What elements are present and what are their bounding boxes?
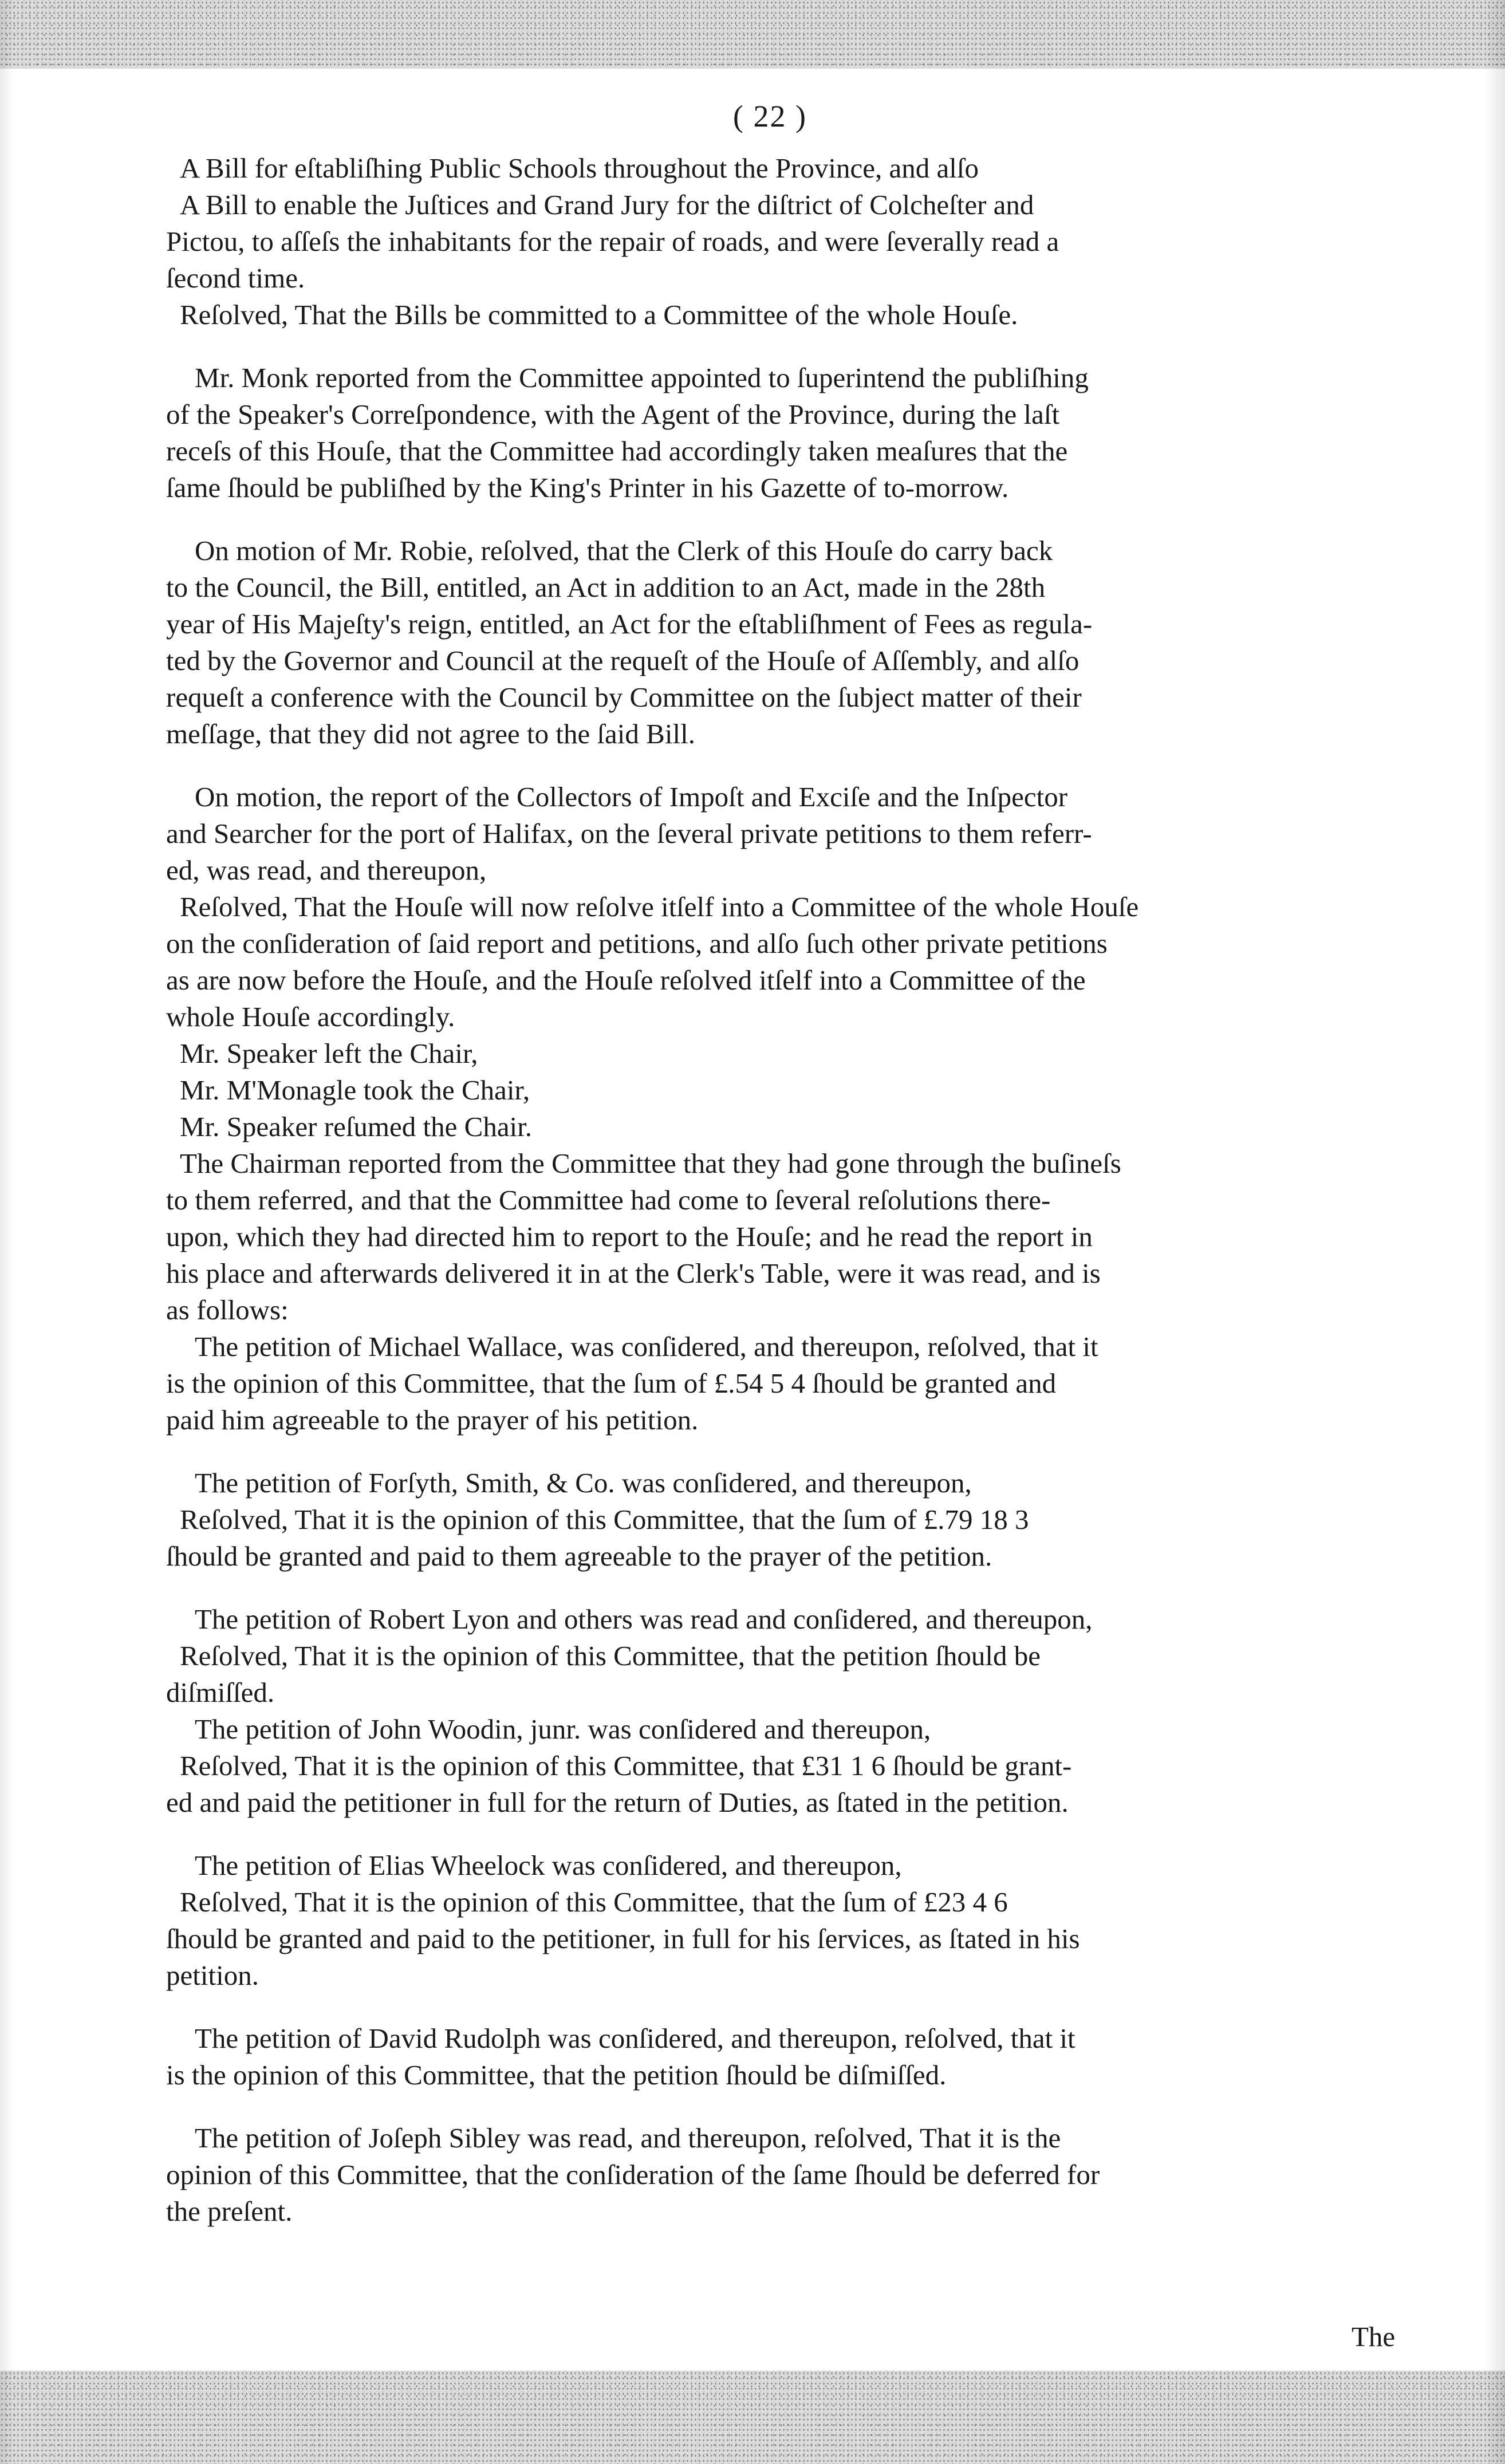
text-line: and Searcher for the port of Halifax, on the ſeveral private petitions to them referr- [166, 818, 1092, 849]
text-line: opinion of this Committee, that the conſideration of the ſame ſhould be deferred for [166, 2159, 1100, 2190]
text-line: On motion of Mr. Robie, reſolved, that the Clerk of this Houſe do carry back [195, 535, 1053, 566]
text-line: The petition of John Woodin, junr. was conſidered and thereupon, [195, 1713, 931, 1745]
text-line: The Chairman reported from the Committee that they had gone through the buſineſs [180, 1148, 1121, 1179]
text-line: Pictou, to aſſeſs the inhabitants for the repair of roads, and were ſeverally read a [166, 226, 1059, 257]
text-line: receſs of this Houſe, that the Committee had accordingly taken meaſures that the [166, 435, 1068, 467]
text-line: Reſolved, That it is the opinion of this Committee, that the ſum of £.79 18 3 [180, 1504, 1029, 1535]
text-line: the preſent. [166, 2195, 293, 2227]
text-line: Mr. Monk reported from the Committee appointed to ſuperintend the publiſhing [195, 362, 1089, 393]
page-number: ( 22 ) [733, 99, 807, 133]
text-line: Reſolved, That it is the opinion of this Committee, that the petition ſhould be [180, 1640, 1041, 1671]
page-edge-shadow-right [1484, 0, 1505, 2464]
text-line: to the Council, the Bill, entitled, an Act in addition to an Act, made in the 28th [166, 571, 1046, 603]
text-line: to them referred, and that the Committee had come to ſeveral reſolutions there- [166, 1184, 1051, 1216]
text-line: Reſolved, That the Bills be committed to a Committee of the whole Houſe. [180, 299, 1018, 330]
text-line: A Bill for eſtabliſhing Public Schools throughout the Province, and alſo [180, 152, 979, 184]
text-line: as are now before the Houſe, and the Houſe reſolved itſelf into a Committee of the [166, 964, 1086, 996]
text-line: petition. [166, 1960, 259, 1991]
text-line: upon, which they had directed him to report to the Houſe; and he read the report in [166, 1221, 1093, 1252]
page-edge-shadow-left [0, 0, 14, 2464]
text-line: on the conſideration of ſaid report and petitions, and alſo ſuch other private petitions [166, 928, 1108, 959]
scan-noise-top [0, 0, 1505, 69]
text-line: Mr. Speaker left the Chair, [180, 1038, 478, 1069]
text-line: ſame ſhould be publiſhed by the King's Printer in his Gazette of to-morrow. [166, 472, 1009, 503]
text-line: is the opinion of this Committee, that the ſum of £.54 5 4 ſhould be granted and [166, 1367, 1057, 1399]
text-line: Reſolved, That the Houſe will now reſolve itſelf into a Committee of the whole Houſe [180, 891, 1139, 922]
text-line: ted by the Governor and Council at the requeſt of the Houſe of Aſſembly, and alſo [166, 645, 1079, 676]
text-line: The petition of David Rudolph was conſidered, and thereupon, reſolved, that it [195, 2023, 1075, 2054]
scan-noise-bottom [0, 2371, 1505, 2464]
text-line: ed, was read, and thereupon, [166, 854, 487, 886]
text-line: ſecond time. [166, 262, 305, 294]
text-line: as follows: [166, 1294, 289, 1326]
text-line: Reſolved, That it is the opinion of this Committee, that £31 1 6 ſhould be grant- [180, 1750, 1072, 1781]
text-line: The petition of Elias Wheelock was conſidered, and thereupon, [195, 1850, 902, 1881]
text-line: Mr. M'Monagle took the Chair, [180, 1074, 530, 1106]
text-line: of the Speaker's Correſpondence, with the Agent of the Province, during the laſt [166, 399, 1060, 430]
text-line: year of His Majeſty's reign, entitled, an Act for the eſtabliſhment of Fees as regula- [166, 608, 1093, 640]
text-line: diſmiſſed. [166, 1677, 275, 1708]
text-line: paid him agreeable to the prayer of his petition. [166, 1404, 699, 1436]
text-line: The petition of Robert Lyon and others was read and conſidered, and thereupon, [195, 1603, 1093, 1635]
text-line: The petition of Joſeph Sibley was read, and thereupon, reſolved, That it is the [195, 2122, 1061, 2154]
text-line: whole Houſe accordingly. [166, 1001, 455, 1032]
text-line: Mr. Speaker reſumed the Chair. [180, 1111, 533, 1142]
journal-text [166, 150, 1426, 2230]
text-line: ſhould be granted and paid to them agreeable to the prayer of the petition. [166, 1540, 992, 1572]
text-line: is the opinion of this Committee, that the petition ſhould be diſmiſſed. [166, 2059, 947, 2091]
text-line: The petition of Michael Wallace, was conſidered, and thereupon, reſolved, that it [195, 1331, 1098, 1362]
text-line: Reſolved, That it is the opinion of this Committee, that the ſum of £23 4 6 [180, 1886, 1008, 1918]
text-line: A Bill to enable the Juſtices and Grand Jury for the diſtrict of Colcheſter and [180, 189, 1034, 220]
catchword: The [1352, 2321, 1396, 2352]
text-line: The petition of Forſyth, Smith, & Co. was conſidered, and thereupon, [195, 1467, 972, 1499]
text-line: meſſage, that they did not agree to the ſaid Bill. [166, 718, 695, 750]
text-line: requeſt a conference with the Council by Committee on the ſubject matter of their [166, 681, 1082, 713]
text-line: ed and paid the petitioner in full for the return of Duties, as ſtated in the petition. [166, 1787, 1069, 1818]
text-line: his place and afterwards delivered it in at the Clerk's Table, were it was read, and is [166, 1257, 1101, 1289]
text-line: On motion, the report of the Collectors of Impoſt and Exciſe and the Inſpector [195, 781, 1068, 813]
text-line: ſhould be granted and paid to the petitioner, in full for his ſervices, as ſtated in his [166, 1923, 1080, 1954]
